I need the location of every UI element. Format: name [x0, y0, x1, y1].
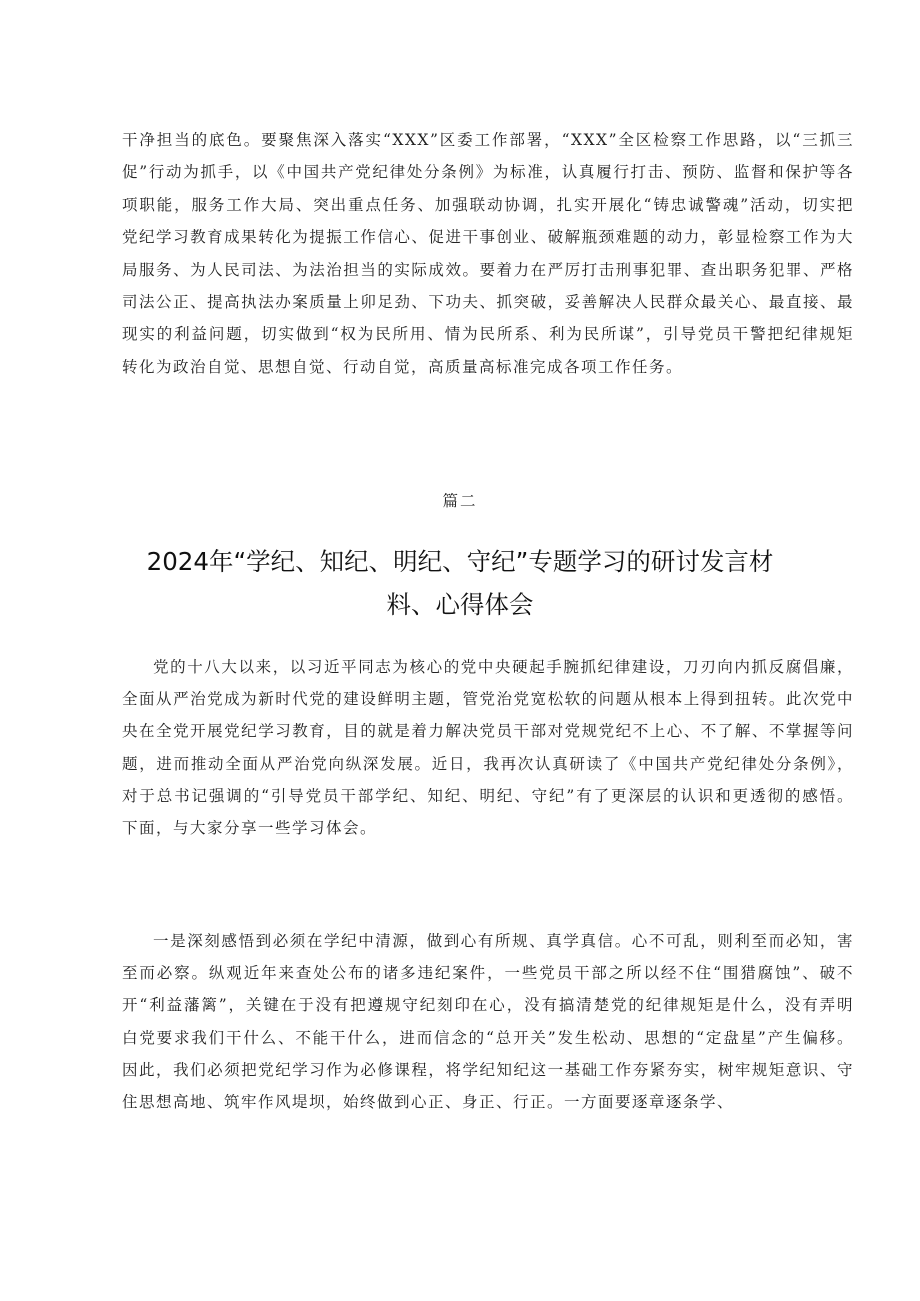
document-title — [110, 540, 810, 626]
body-paragraph-3: 一是深刻感悟到必须在学纪中清源，做到心有所规、真学真信。心不可乱，则利至而必知，害至而必察。纵观近年来查处公布的诸多违纪案件，一些党员干部之所以经不住“围猎腐蚀”、破不开“利益藩篱”，关键在于没有把遵规守纪刻印在心，没有搞清楚党的纪律规矩是什么，没有弄明白党要求我们干什么、不能干什么，进而信念的“总开关”发生松动、思想的“定盘星”产生偏移。因此，我们必须把党纪学习作为必修课程，将学纪知纪这一基础工作夯紧夯实，树牢规矩意识、守住思想高地、筑牢作风堤坝，始终做到心正、身正、行正。一方面要逐章逐条学、 — [122, 932, 854, 1112]
section-label: 篇二 — [442, 492, 478, 510]
body-paragraph-1: 干净担当的底色。要聚焦深入落实“XXX”区委工作部署，“XXX”全区检察工作思路，以“三抓三促”行动为抓手，以《中国共产党纪律处分条例》为标准，认真履行打击、预防、监督和保护等各项职能，服务工作大局、突出重点任务、加强联动协调，扎实开展化“铸忠诚警魂”活动，切实把党纪学习教育成果转化为提振工作信心、促进干事创业、破解瓶颈难题的动力，彰显检察工作为大局服务、为人民司法、为法治担当的实际成效。要着力在严厉打击刑事犯罪、查出职务犯罪、严格司法公正、提高执法办案质量上卯足劲、下功夫、抓突破，妥善解决人民群众最关心、最直接、最现实的利益问题，切实做到“权为民所用、情为民所系、利为民所谋”，引导党员干警把纪律规矩转化为政治自觉、思想自觉、行动自觉，高质量高标准完成各项工作任务。 — [122, 131, 854, 376]
body-paragraph-2: 党的十八大以来，以习近平同志为核心的党中央硬起手腕抓纪律建设，刀刃向内抓反腐倡廉，全面从严治党成为新时代党的建设鲜明主题，管党治党宽松软的问题从根本上得到扭转。此次党中央在全党开展党纪学习教育，目的就是着力解决党员干部对党规党纪不上心、不了解、不掌握等问题，进而推动全面从严治党向纵深发展。近日，我再次认真研读了《中国共产党纪律处分条例》，对于总书记强调的“引导党员干部学纪、知纪、明纪、守纪”有了更深层的认识和更透彻的感悟。下面，与大家分享一些学习体会。 — [122, 658, 854, 838]
document-title-line-1: 2024年“学纪、知纪、明纪、守纪”专题学习的研讨发言材 — [146, 547, 774, 576]
document-title-line-2: 料、心得体会 — [386, 590, 534, 619]
